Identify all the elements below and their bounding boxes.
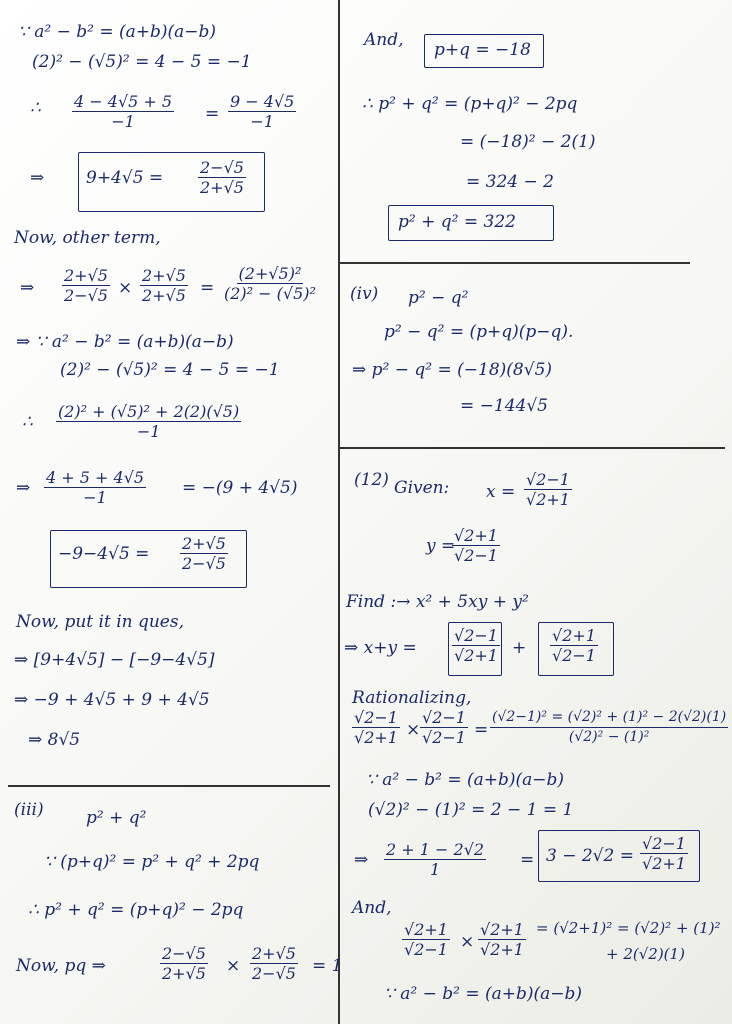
box5-fraction: $\frac{√2-1}{√2+1}$ <box>642 834 686 873</box>
x-plus-y: ⇒ x+y = <box>344 638 417 658</box>
identity-line: ∵ a² − b² = (a+b)(a−b) <box>18 22 217 42</box>
implies-arrow-4: ⇒ <box>354 850 369 870</box>
square-expansion: = (√2+1)² = (√2)² + (1)² <box>536 919 721 937</box>
sum-of-squares-substituted: = (−18)² − 2(1) <box>460 132 596 152</box>
divider-right-iv <box>340 262 690 264</box>
equals-sign-2: = <box>200 278 215 298</box>
implies-arrow: ⇒ <box>30 168 45 188</box>
implies-arrow-2: ⇒ <box>20 278 35 298</box>
part-iii-expression: p² + q² <box>86 808 147 828</box>
divider-right-12 <box>340 447 725 449</box>
box5-left: 3 − 2√2 = <box>546 846 634 866</box>
given-label: Given: <box>394 478 450 498</box>
now-pq: Now, pq ⇒ <box>16 956 106 976</box>
fraction-pq-b: $\frac{2+√5}{2-√5}$ <box>252 944 296 983</box>
fraction-squared: $\frac{\text{(2+√5)²}}{\text{(2)² − (√5)²}}$ <box>224 264 316 303</box>
therefore-symbol-2: ∴ <box>22 412 33 432</box>
sum-square-rearranged: ∴ p² + q² = (p+q)² − 2pq <box>28 900 244 920</box>
fraction-pq-a: $\frac{2-√5}{2+√5}$ <box>162 944 206 983</box>
fraction-rationalize-b: $\frac{2+√5}{2+√5}$ <box>142 266 186 305</box>
equals-sign-4: = <box>520 850 535 870</box>
implies-arrow-3: ⇒ <box>16 478 31 498</box>
simplify-fraction: $\frac{2 + 1 - 2√2}{1}$ <box>386 840 485 879</box>
divider-left-iii <box>8 785 330 787</box>
identity-line-right: ∵ a² − b² = (a+b)(a−b) <box>366 770 565 790</box>
box4-text: p² + q² = 322 <box>398 212 516 232</box>
final-answer-left: ⇒ 8√5 <box>28 730 81 750</box>
y-equals: y = <box>426 536 456 556</box>
and-label-1: And, <box>364 30 404 50</box>
rationalize-fraction-a: $\frac{√2-1}{√2+1}$ <box>354 708 398 747</box>
box1-fraction: $\frac{2-√5}{2+√5}$ <box>200 158 244 197</box>
square-expansion-cont: + 2(√2)(1) <box>606 945 685 963</box>
part-iv-expression: p² − q² <box>408 288 469 308</box>
xy-fraction-a: $\frac{√2-1}{√2+1}$ <box>454 626 498 665</box>
substitution-line: (2)² − (√5)² = 4 − 5 = −1 <box>32 52 252 72</box>
plus-sign: + <box>512 638 527 658</box>
times-sign-4: × <box>460 932 475 952</box>
rationalize-expansion: $\frac{\text{(√2−1)² = (√2)² + (1)² − 2(√2)(1)}}{\text{(√2)² − (1)²}}$ <box>492 709 727 745</box>
equals-sign: = <box>205 104 220 124</box>
y-fraction: $\frac{√2+1}{√2-1}$ <box>454 526 498 565</box>
now-put-in-question: Now, put it in ques, <box>16 612 184 632</box>
rationalize-fraction-b: $\frac{√2-1}{√2-1}$ <box>422 708 466 747</box>
fraction-expansion: $\frac{4 - 4√5 + 5}{-1}$ <box>74 92 173 131</box>
sum-square-identity: ∵ (p+q)² = p² + q² + 2pq <box>44 852 260 872</box>
now-other-term: Now, other term, <box>14 228 161 248</box>
difference-of-squares: p² − q² = (p+q)(p−q). <box>384 322 574 342</box>
substitution-line-right: (√2)² − (1)² = 2 − 1 = 1 <box>368 800 574 820</box>
fraction-simplified: $\frac{9 - 4√5}{-1}$ <box>230 92 295 131</box>
and-label-2: And, <box>352 898 392 918</box>
box1-left: 9+4√5 = <box>86 168 164 188</box>
fraction-sum: $\frac{4 + 5 + 4√5}{-1}$ <box>46 468 145 507</box>
part-iv-label: (iv) <box>350 284 379 304</box>
identity-line-2: ⇒ ∵ a² − b² = (a+b)(a−b) <box>16 332 234 352</box>
identity-line-right-2: ∵ a² − b² = (a+b)(a−b) <box>384 984 583 1004</box>
times-sign-2: × <box>226 956 241 976</box>
fraction-expanded-square: $\frac{\text{(2)² + (√5)² + 2(2)(√5)}}{-1}$ <box>58 402 240 441</box>
pq-result: = 1 <box>312 956 343 976</box>
sum-of-squares-simplified: = 324 − 2 <box>466 172 554 192</box>
equals-sign-3: = <box>474 720 489 740</box>
find-line: Find :→ x² + 5xy + y² <box>346 592 529 612</box>
x-equals: x = <box>486 482 516 502</box>
expanded-expression: ⇒ −9 + 4√5 + 9 + 4√5 <box>14 690 210 710</box>
fraction-rationalize-a: $\frac{2+√5}{2-√5}$ <box>64 266 108 305</box>
rationalizing-label: Rationalizing, <box>352 688 472 708</box>
times-sign-3: × <box>406 720 421 740</box>
xy-fraction-b: $\frac{√2+1}{√2-1}$ <box>552 626 596 665</box>
rationalize-fraction-c: $\frac{√2+1}{√2-1}$ <box>404 920 448 959</box>
difference-result: = −144√5 <box>460 396 548 416</box>
column-divider <box>338 0 340 1024</box>
box2-fraction: $\frac{2+√5}{2-√5}$ <box>182 534 226 573</box>
box3-text: p+q = −18 <box>434 40 531 60</box>
part-iii-label: (iii) <box>14 800 44 820</box>
negated-result: = −(9 + 4√5) <box>182 478 298 498</box>
x-fraction: $\frac{√2-1}{√2+1}$ <box>526 470 570 509</box>
sum-of-squares-formula: ∴ p² + q² = (p+q)² − 2pq <box>362 94 578 114</box>
therefore-symbol: ∴ <box>30 98 41 118</box>
question-12-label: (12) <box>354 470 389 490</box>
times-sign: × <box>118 278 133 298</box>
box2-left: −9−4√5 = <box>58 544 150 564</box>
substituted-expression: ⇒ [9+4√5] − [−9−4√5] <box>14 650 215 670</box>
difference-substituted: ⇒ p² − q² = (−18)(8√5) <box>352 360 553 380</box>
rationalize-fraction-d: $\frac{√2+1}{√2+1}$ <box>480 920 524 959</box>
substitution-line-2: (2)² − (√5)² = 4 − 5 = −1 <box>60 360 280 380</box>
